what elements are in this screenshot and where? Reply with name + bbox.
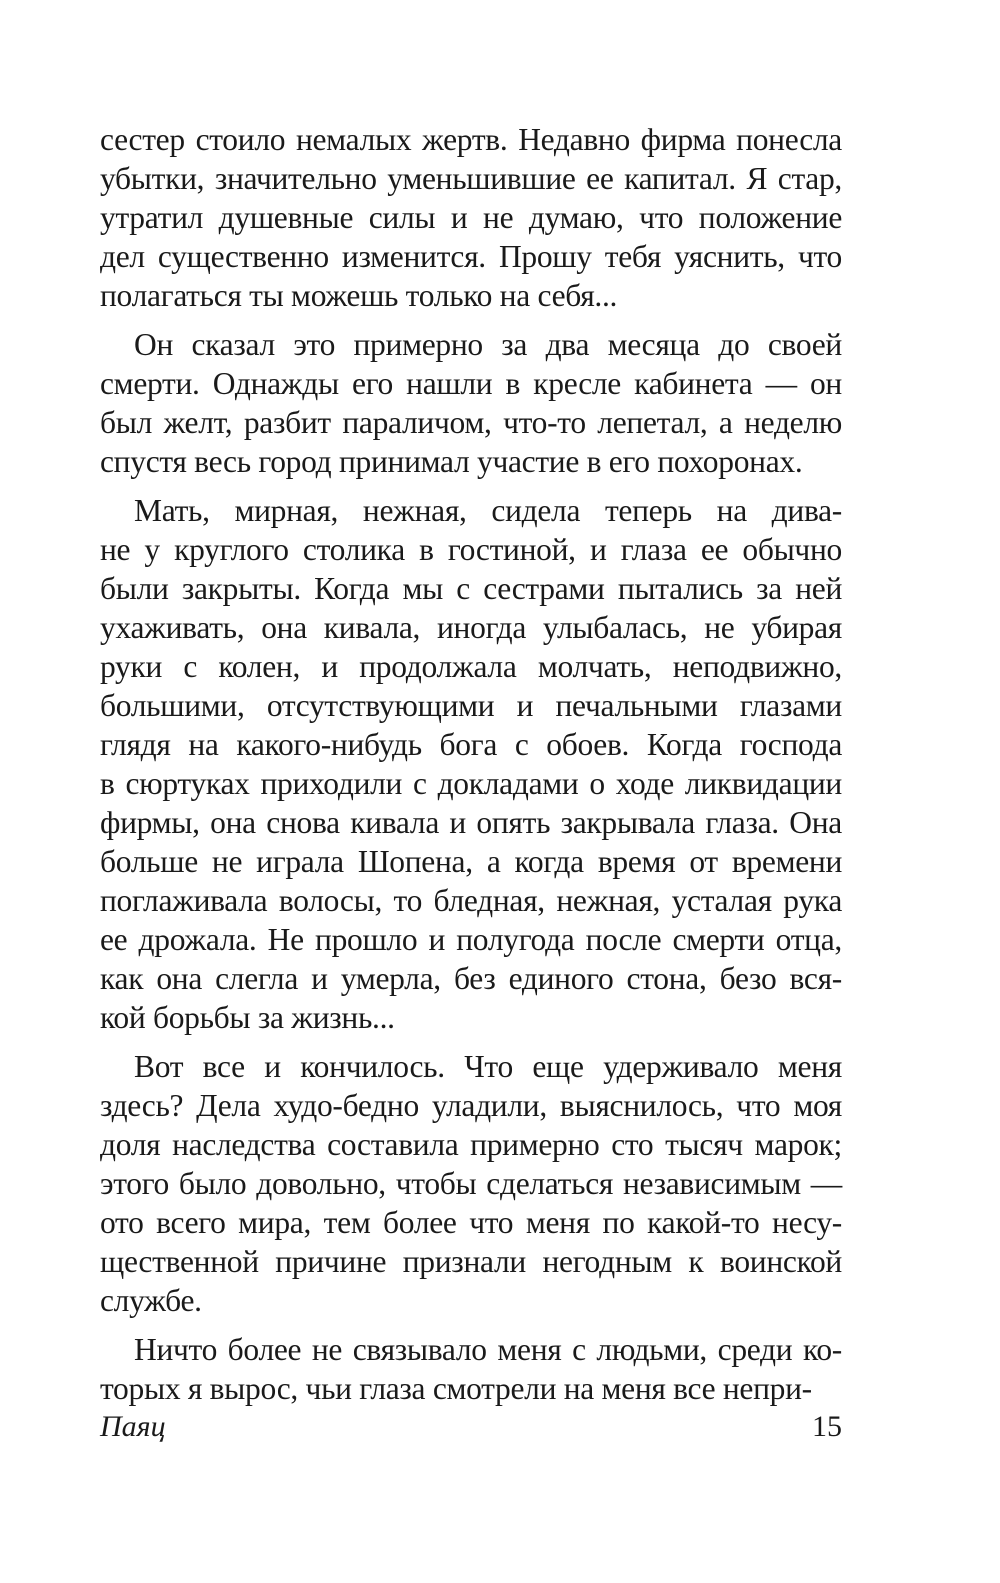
running-title: Паяц	[100, 1410, 166, 1443]
text-line: спустя весь город принимал участие в его похоронах.	[100, 444, 803, 479]
text-line: щественной причине признали негодным к воинской	[100, 1244, 842, 1279]
text-line: утратил душевные силы и не думаю, что положение	[100, 200, 842, 235]
text-line: Вот все и кончилось. Что еще удерживало меня	[134, 1049, 842, 1084]
text-line: торых я вырос, чьи глаза смотрели на меня все непри-	[100, 1371, 812, 1406]
paragraph	[100, 491, 842, 1037]
text-line: поглаживала волосы, то бледная, нежная, усталая рука	[100, 883, 842, 918]
text-line: смерти. Однажды его нашли в кресле кабинета — он	[100, 366, 842, 401]
paragraph	[100, 1047, 842, 1320]
text-line: полагаться ты можешь только на себя...	[100, 278, 618, 313]
text-line: Ничто более не связывало меня с людьми, среди ко-	[134, 1332, 842, 1367]
page-body	[100, 120, 842, 1500]
text-line: доля наследства составила примерно сто тысяч марок;	[100, 1127, 842, 1162]
text-line: ото всего мира, тем более что меня по какой-то несу-	[100, 1205, 842, 1240]
text-line: сестер стоило немалых жертв. Недавно фирма понесла	[100, 122, 842, 157]
text-line: были закрыты. Когда мы с сестрами пытались за ней	[100, 571, 842, 606]
text-line: Мать, мирная, нежная, сидела теперь на дива-	[134, 493, 842, 528]
text-line: не у круглого столика в гостиной, и глаза ее обычно	[100, 532, 842, 567]
main-text	[100, 120, 842, 1408]
text-line: фирмы, она снова кивала и опять закрывала глаза. Она	[100, 805, 842, 840]
paragraph	[100, 1330, 842, 1408]
text-line: этого было довольно, чтобы сделаться независимым —	[100, 1166, 842, 1201]
text-line: Он сказал это примерно за два месяца до своей	[134, 327, 842, 362]
text-line: убытки, значительно уменьшившие ее капитал. Я стар,	[100, 161, 842, 196]
text-line: в сюртуках приходили с докладами о ходе ликвидации	[100, 766, 842, 801]
paragraph	[100, 120, 842, 315]
page-footer	[100, 1410, 842, 1454]
text-line: здесь? Дела худо-бедно уладили, выяснилось, что моя	[100, 1088, 842, 1123]
text-line: глядя на какого-нибудь бога с обоев. Когда господа	[100, 727, 842, 762]
text-line: дел существенно изменится. Прошу тебя уяснить, что	[100, 239, 842, 274]
text-line: ухаживать, она кивала, иногда улыбалась, не убирая	[100, 610, 842, 645]
text-line: руки с колен, и продолжала молчать, неподвижно,	[100, 649, 842, 684]
text-line: ее дрожала. Не прошло и полугода после смерти отца,	[100, 922, 842, 957]
text-line: был желт, разбит параличом, что-то лепетал, а неделю	[100, 405, 842, 440]
page-number: 15	[812, 1410, 842, 1443]
text-line: большими, отсутствующими и печальными глазами	[100, 688, 842, 723]
text-line: службе.	[100, 1283, 202, 1318]
text-line: больше не играла Шопена, а когда время от времени	[100, 844, 842, 879]
text-line: как она слегла и умерла, без единого стона, безо вся-	[100, 961, 842, 996]
paragraph	[100, 325, 842, 481]
text-line: кой борьбы за жизнь...	[100, 1000, 395, 1035]
